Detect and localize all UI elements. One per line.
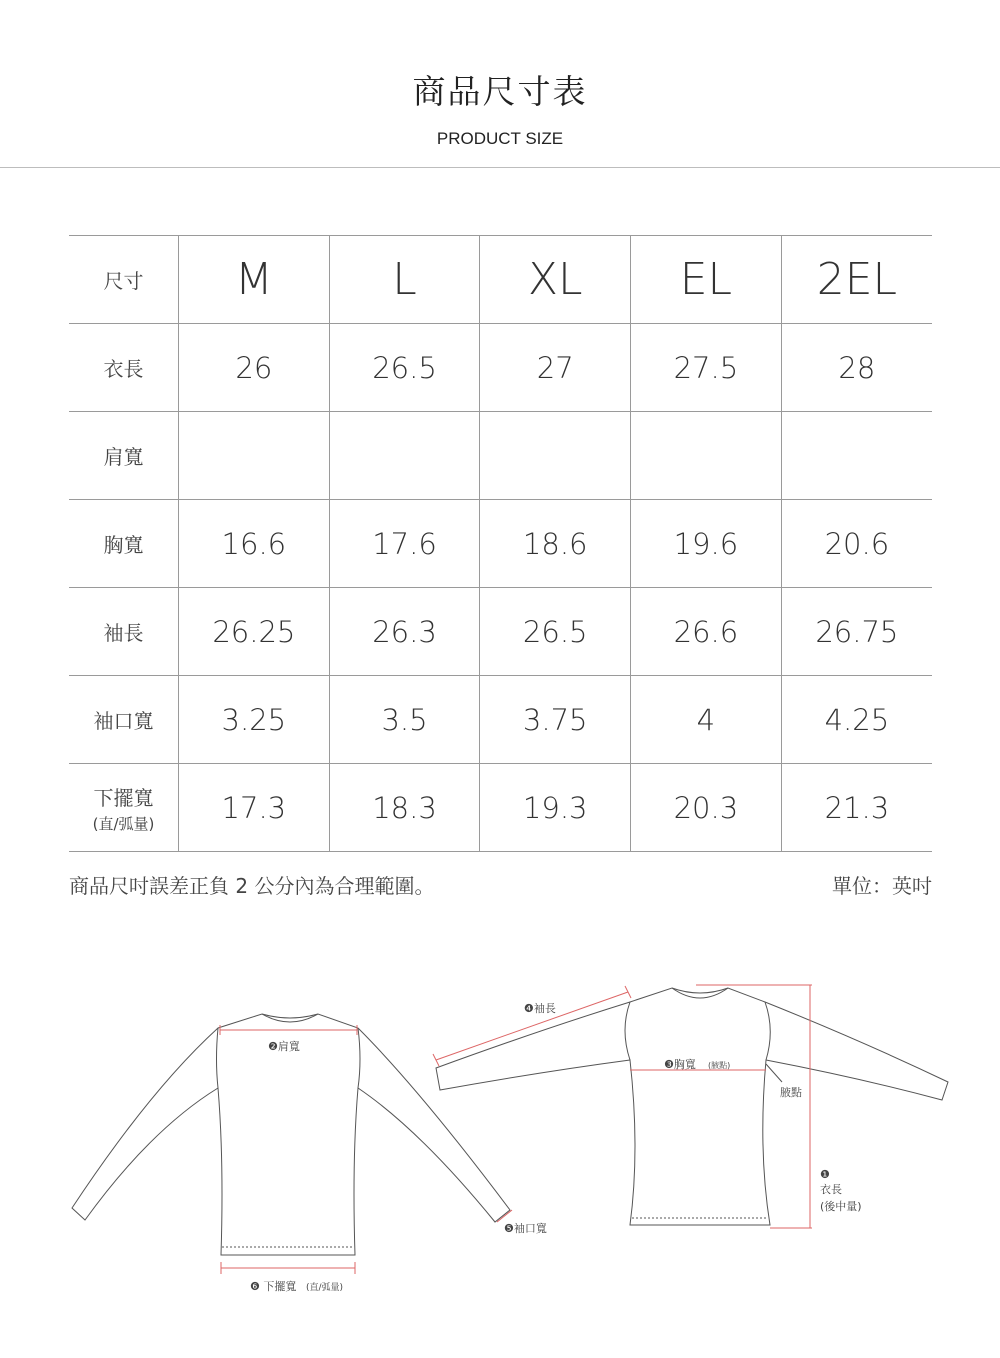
page-subtitle: PRODUCT SIZE xyxy=(436,129,564,148)
corner-label: 尺寸 xyxy=(69,236,179,324)
measurement-value: 20.6 xyxy=(781,500,932,588)
armpit-label: 腋點 xyxy=(780,1086,802,1099)
cuff-label: ❺袖口寬 xyxy=(504,1222,547,1235)
measurement-value: 17.6 xyxy=(329,500,480,588)
measurement-value: 26.3 xyxy=(329,588,480,676)
size-row xyxy=(69,764,932,852)
size-heading: L xyxy=(329,236,480,324)
measurement-name: 胸寬 xyxy=(103,533,144,557)
measurement-value: 26.5 xyxy=(480,588,631,676)
measurement-label xyxy=(69,764,179,852)
measurement-value xyxy=(179,412,330,500)
measurement-diagram xyxy=(0,960,1000,1320)
measurement-value: 27 xyxy=(480,324,631,412)
measurement-value: 3.25 xyxy=(179,676,330,764)
length-measure xyxy=(696,985,812,1228)
size-heading: 2EL xyxy=(781,236,932,324)
measurement-name: 袖口寬 xyxy=(93,709,154,733)
front-view-shirt xyxy=(436,988,948,1225)
header-divider xyxy=(0,167,1000,168)
measurement-value: 26.75 xyxy=(781,588,932,676)
measurement-value: 4.25 xyxy=(781,676,932,764)
measurement-value: 19.6 xyxy=(631,500,782,588)
size-header-row xyxy=(69,236,932,324)
shoulder-label: ❷肩寬 xyxy=(268,1040,300,1053)
measurement-label xyxy=(69,412,179,500)
measurement-value: 4 xyxy=(631,676,782,764)
size-table xyxy=(69,235,932,852)
measurement-label xyxy=(69,588,179,676)
hem-label: ❻ 下擺寬 xyxy=(250,1280,297,1293)
measurement-value: 26.6 xyxy=(631,588,782,676)
tolerance-note: 商品尺吋誤差正負 2 公分內為合理範圍。 xyxy=(69,874,435,898)
measurement-name: 下擺寬 xyxy=(93,785,154,810)
size-row xyxy=(69,500,932,588)
measurement-value: 21.3 xyxy=(781,764,932,852)
measurement-value: 19.3 xyxy=(480,764,631,852)
measurement-value: 28 xyxy=(781,324,932,412)
measurement-value xyxy=(480,412,631,500)
measurement-value: 26 xyxy=(179,324,330,412)
size-row xyxy=(69,324,932,412)
measurement-label xyxy=(69,500,179,588)
chest-sublabel: (腋點) xyxy=(708,1061,731,1070)
size-heading: EL xyxy=(631,236,782,324)
measurement-value xyxy=(631,412,782,500)
measurement-name: 肩寬 xyxy=(103,445,144,469)
cuff-measure xyxy=(497,1210,512,1222)
measurement-value: 26.25 xyxy=(179,588,330,676)
size-row xyxy=(69,676,932,764)
measurement-name: 衣長 xyxy=(103,357,144,381)
back-shoulder-measure xyxy=(220,1025,357,1035)
chest-label: ❸胸寬 xyxy=(664,1058,696,1071)
measurement-value: 18.6 xyxy=(480,500,631,588)
length-label: 衣長 xyxy=(820,1183,842,1196)
page-title: 商品尺寸表 xyxy=(412,72,588,111)
measurement-value: 3.5 xyxy=(329,676,480,764)
hem-measure xyxy=(221,1262,355,1274)
unit-label: 單位：英吋 xyxy=(832,874,932,898)
measurement-value: 26.5 xyxy=(329,324,480,412)
measurement-value: 20.3 xyxy=(631,764,782,852)
size-row xyxy=(69,412,932,500)
armpit-pointer xyxy=(766,1064,782,1082)
sleeve-measure xyxy=(433,986,631,1066)
size-row xyxy=(69,588,932,676)
length-sublabel: (後中量) xyxy=(820,1200,862,1213)
length-number: ❶ xyxy=(820,1168,830,1181)
hem-sublabel: (直/弧量) xyxy=(306,1283,344,1293)
measurement-value: 17.3 xyxy=(179,764,330,852)
measurement-sublabel: (直/弧量) xyxy=(92,814,155,833)
measurement-value: 3.75 xyxy=(480,676,631,764)
measurement-value: 27.5 xyxy=(631,324,782,412)
measurement-value: 16.6 xyxy=(179,500,330,588)
size-heading: M xyxy=(179,236,330,324)
measurement-name: 袖長 xyxy=(103,621,144,645)
size-heading: XL xyxy=(480,236,631,324)
measurement-value xyxy=(329,412,480,500)
measurement-value xyxy=(781,412,932,500)
measurement-label xyxy=(69,676,179,764)
measurement-value: 18.3 xyxy=(329,764,480,852)
sleeve-label: ❹袖長 xyxy=(524,1002,556,1015)
measurement-label xyxy=(69,324,179,412)
